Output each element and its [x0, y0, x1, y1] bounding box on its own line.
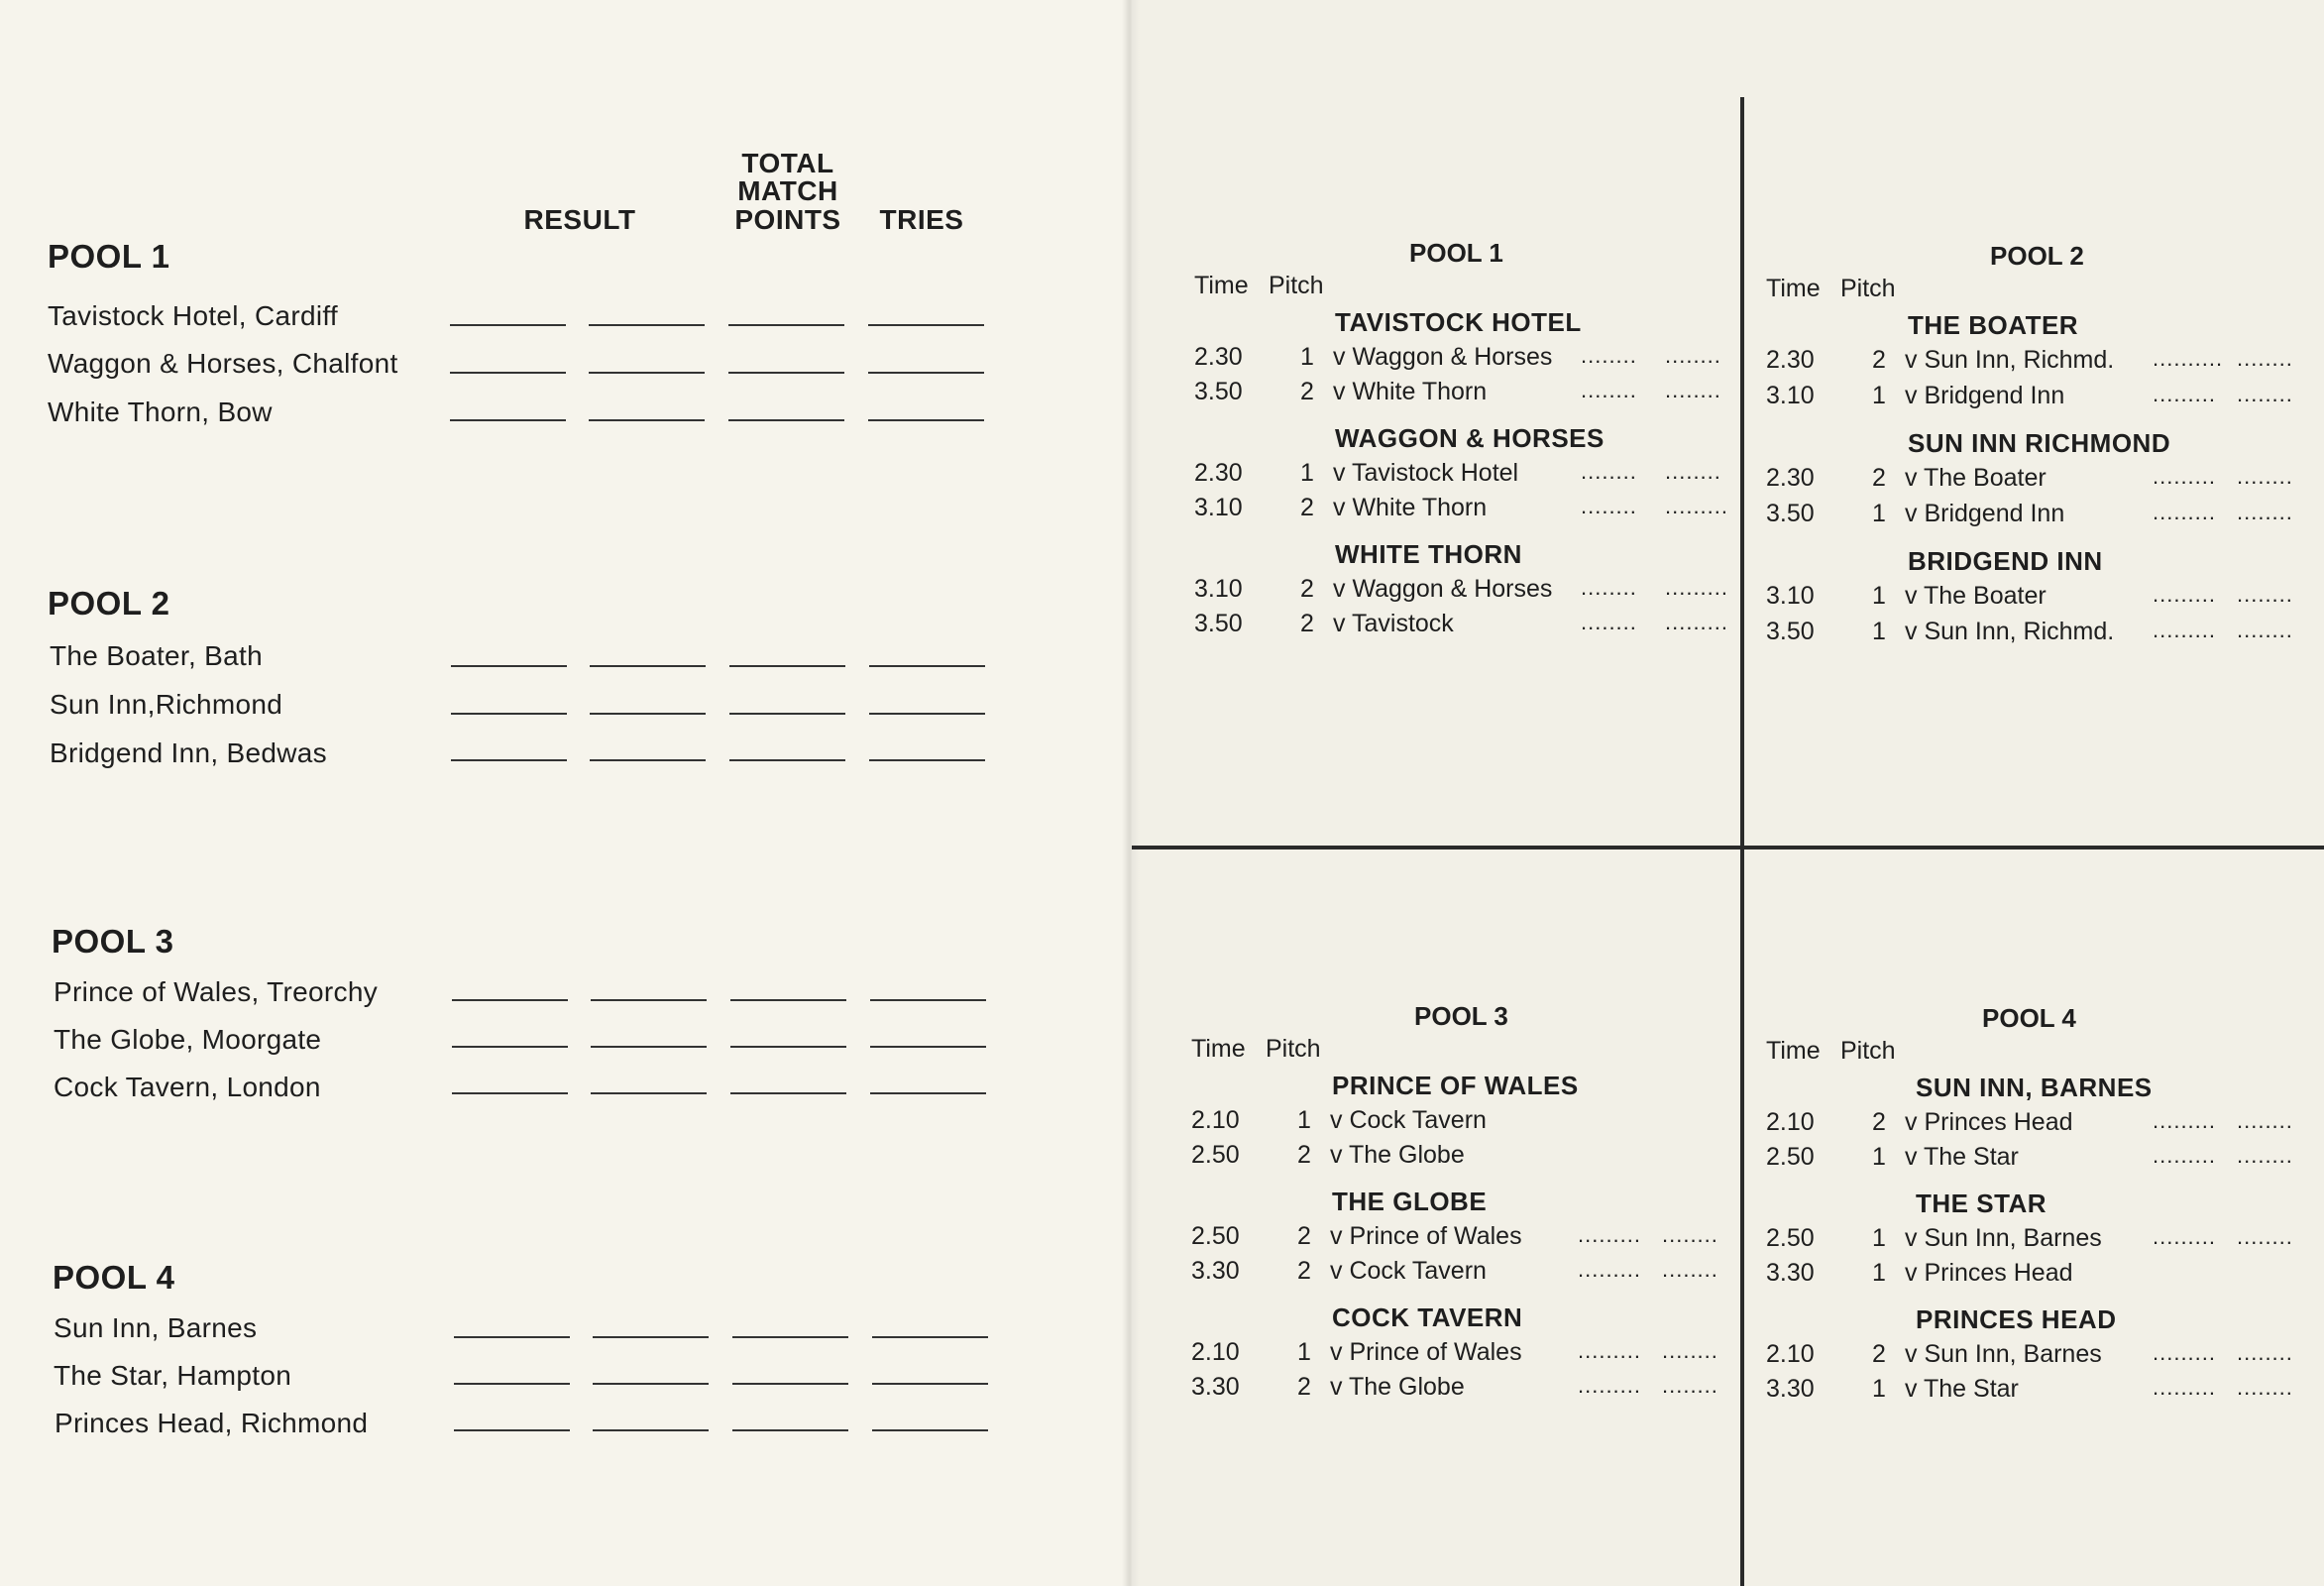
score-entry-line[interactable]: [728, 419, 844, 421]
fixture-team-name: THE BOATER: [1908, 310, 2079, 340]
score-entry-line[interactable]: [869, 665, 985, 667]
result-dots: ..........: [2153, 346, 2224, 371]
score-entry-line[interactable]: [868, 324, 984, 326]
score-entry-line[interactable]: [590, 713, 706, 715]
match-time: 2.30: [1194, 459, 1243, 487]
match-pitch: 1: [1872, 382, 1886, 409]
fixture-team-name: SUN INN RICHMOND: [1908, 428, 2171, 458]
fixture-team-name: WAGGON & HORSES: [1335, 423, 1605, 453]
result-dots: .........: [2153, 1224, 2217, 1249]
match-pitch: 1: [1872, 1259, 1886, 1287]
match-time: 3.10: [1194, 575, 1243, 603]
fixture-team-name: THE GLOBE: [1332, 1187, 1488, 1216]
score-team-name: The Star, Hampton: [54, 1360, 292, 1391]
match-time: 3.30: [1766, 1375, 1815, 1403]
score-entry-line[interactable]: [450, 372, 566, 374]
match-pitch: 1: [1872, 618, 1886, 645]
match-opponent: v Princes Head: [1905, 1259, 2073, 1287]
match-time: 3.10: [1766, 582, 1815, 610]
result-dots: ........: [2237, 382, 2293, 406]
result-dots: ........: [1581, 459, 1637, 484]
pitch-column-header: Pitch: [1840, 1037, 1896, 1065]
score-entry-line[interactable]: [591, 1092, 707, 1094]
fixture-pool-title: POOL 2: [1990, 241, 2084, 271]
score-entry-line[interactable]: [454, 1383, 570, 1385]
score-entry-line[interactable]: [729, 665, 845, 667]
score-entry-line[interactable]: [728, 372, 844, 374]
result-dots: ........: [1665, 378, 1721, 402]
match-pitch: 1: [1300, 343, 1314, 371]
score-pool-title: POOL 3: [52, 923, 174, 960]
result-dots: .........: [2153, 1340, 2217, 1365]
fixture-team-name: TAVISTOCK HOTEL: [1335, 307, 1582, 337]
result-dots: .........: [2153, 582, 2217, 607]
fixture-team-name: SUN INN, BARNES: [1916, 1073, 2153, 1102]
vertical-divider: [1740, 97, 1744, 1586]
score-entry-line[interactable]: [590, 665, 706, 667]
match-opponent: v Tavistock: [1333, 610, 1454, 637]
score-pool-title: POOL 2: [48, 585, 170, 622]
result-dots: ........: [1581, 343, 1637, 368]
result-dots: ........: [1581, 378, 1637, 402]
match-opponent: v Waggon & Horses: [1333, 575, 1553, 603]
match-time: 3.30: [1191, 1257, 1240, 1285]
result-dots: .........: [2153, 464, 2217, 489]
match-pitch: 2: [1872, 1340, 1886, 1368]
score-entry-line[interactable]: [730, 999, 846, 1001]
match-opponent: v The Star: [1905, 1375, 2019, 1403]
score-entry-line[interactable]: [589, 372, 705, 374]
match-pitch: 1: [1297, 1106, 1311, 1134]
fixture-team-name: PRINCES HEAD: [1916, 1304, 2117, 1334]
result-dots: ........: [2237, 582, 2293, 607]
score-entry-line[interactable]: [872, 1383, 988, 1385]
match-opponent: v Sun Inn, Richmd.: [1905, 346, 2115, 374]
match-pitch: 1: [1872, 1143, 1886, 1171]
match-opponent: v White Thorn: [1333, 378, 1488, 405]
result-dots: ........: [2237, 1224, 2293, 1249]
match-pitch: 1: [1872, 500, 1886, 527]
match-opponent: v White Thorn: [1333, 494, 1488, 521]
match-opponent: v Princes Head: [1905, 1108, 2073, 1136]
score-team-name: Cock Tavern, London: [54, 1072, 321, 1102]
score-team-name: Bridgend Inn, Bedwas: [50, 737, 327, 768]
fixture-pool-title: POOL 1: [1409, 238, 1503, 268]
score-entry-line[interactable]: [593, 1429, 709, 1431]
score-entry-line[interactable]: [450, 419, 566, 421]
total-column-header-line2: MATCH: [737, 175, 838, 206]
match-opponent: v Prince of Wales: [1330, 1222, 1522, 1250]
result-dots: .........: [1578, 1338, 1642, 1363]
score-entry-line[interactable]: [729, 759, 845, 761]
match-time: 2.50: [1766, 1224, 1815, 1252]
match-pitch: 2: [1872, 1108, 1886, 1136]
score-entry-line[interactable]: [452, 1092, 568, 1094]
score-entry-line[interactable]: [868, 419, 984, 421]
result-dots: ........: [2237, 1375, 2293, 1400]
match-opponent: v Sun Inn, Barnes: [1905, 1340, 2102, 1368]
score-entry-line[interactable]: [732, 1383, 848, 1385]
match-time: 3.10: [1194, 494, 1243, 521]
left-page: [0, 0, 1130, 1586]
match-opponent: v The Globe: [1330, 1373, 1465, 1401]
match-opponent: v Sun Inn, Barnes: [1905, 1224, 2102, 1252]
fixture-team-name: BRIDGEND INN: [1908, 546, 2103, 576]
score-entry-line[interactable]: [872, 1336, 988, 1338]
match-pitch: 1: [1872, 1375, 1886, 1403]
result-dots: ........: [1581, 575, 1637, 600]
pitch-column-header: Pitch: [1266, 1035, 1321, 1063]
match-opponent: v Cock Tavern: [1330, 1257, 1487, 1285]
match-time: 2.10: [1766, 1108, 1815, 1136]
result-dots: ........: [1581, 610, 1637, 634]
score-team-name: Prince of Wales, Treorchy: [54, 976, 379, 1007]
score-pool-title: POOL 4: [53, 1259, 175, 1296]
pitch-column-header: Pitch: [1840, 275, 1896, 302]
match-time: 2.10: [1191, 1106, 1240, 1134]
result-dots: ........: [1665, 343, 1721, 368]
match-time: 3.50: [1194, 378, 1243, 405]
score-entry-line[interactable]: [870, 1092, 986, 1094]
score-entry-line[interactable]: [593, 1336, 709, 1338]
score-team-name: The Boater, Bath: [50, 640, 263, 671]
result-dots: .........: [2153, 1143, 2217, 1168]
match-time: 3.30: [1766, 1259, 1815, 1287]
score-entry-line[interactable]: [593, 1383, 709, 1385]
match-opponent: v The Boater: [1905, 464, 2047, 492]
score-team-name: Sun Inn,Richmond: [50, 689, 283, 720]
match-pitch: 1: [1872, 582, 1886, 610]
result-dots: .........: [2153, 1375, 2217, 1400]
score-team-name: Waggon & Horses, Chalfont: [48, 348, 398, 379]
score-entry-line[interactable]: [591, 999, 707, 1001]
result-dots: .........: [1578, 1222, 1642, 1247]
result-dots: ........: [2237, 1340, 2293, 1365]
match-pitch: 2: [1300, 494, 1314, 521]
score-entry-line[interactable]: [590, 759, 706, 761]
score-entry-line[interactable]: [872, 1429, 988, 1431]
result-dots: ........: [1662, 1257, 1718, 1282]
match-pitch: 2: [1300, 378, 1314, 405]
score-entry-line[interactable]: [454, 1336, 570, 1338]
result-column-header: RESULT: [523, 204, 636, 235]
match-pitch: 2: [1300, 610, 1314, 637]
match-pitch: 2: [1297, 1141, 1311, 1169]
match-opponent: v Cock Tavern: [1330, 1106, 1487, 1134]
score-entry-line[interactable]: [870, 1046, 986, 1048]
score-entry-line[interactable]: [452, 1046, 568, 1048]
score-team-name: White Thorn, Bow: [48, 396, 273, 427]
fixture-pool-title: POOL 3: [1414, 1001, 1508, 1031]
match-time: 3.30: [1191, 1373, 1240, 1401]
score-entry-line[interactable]: [451, 759, 567, 761]
match-opponent: v Waggon & Horses: [1333, 343, 1553, 371]
score-entry-line[interactable]: [728, 324, 844, 326]
score-entry-line[interactable]: [868, 372, 984, 374]
score-entry-line[interactable]: [869, 759, 985, 761]
result-dots: ........: [2237, 500, 2293, 524]
result-dots: ........: [1662, 1222, 1718, 1247]
time-column-header: Time: [1191, 1035, 1246, 1063]
match-time: 2.30: [1766, 464, 1815, 492]
score-entry-line[interactable]: [451, 665, 567, 667]
tries-column-header: TRIES: [879, 204, 964, 235]
match-pitch: 2: [1297, 1257, 1311, 1285]
time-column-header: Time: [1194, 272, 1249, 299]
match-time: 2.50: [1191, 1141, 1240, 1169]
match-pitch: 2: [1297, 1222, 1311, 1250]
match-time: 2.30: [1766, 346, 1815, 374]
score-team-name: The Globe, Moorgate: [54, 1024, 322, 1055]
score-entry-line[interactable]: [451, 713, 567, 715]
match-opponent: v Bridgend Inn: [1905, 382, 2065, 409]
match-pitch: 2: [1300, 575, 1314, 603]
result-dots: ........: [1665, 459, 1721, 484]
result-dots: ........: [2237, 1143, 2293, 1168]
match-pitch: 2: [1872, 346, 1886, 374]
result-dots: .........: [2153, 500, 2217, 524]
fixture-pool-title: POOL 4: [1982, 1003, 2076, 1033]
time-column-header: Time: [1766, 275, 1821, 302]
result-dots: ........: [1662, 1373, 1718, 1398]
match-time: 2.50: [1766, 1143, 1815, 1171]
match-opponent: v Sun Inn, Richmd.: [1905, 618, 2115, 645]
score-entry-line[interactable]: [450, 324, 566, 326]
score-entry-line[interactable]: [729, 713, 845, 715]
fixture-team-name: COCK TAVERN: [1332, 1303, 1523, 1332]
result-dots: ........: [2237, 346, 2293, 371]
score-entry-line[interactable]: [589, 324, 705, 326]
score-team-name: Princes Head, Richmond: [55, 1408, 369, 1438]
result-dots: .........: [2153, 1108, 2217, 1133]
match-opponent: v Prince of Wales: [1330, 1338, 1522, 1366]
match-pitch: 2: [1872, 464, 1886, 492]
score-entry-line[interactable]: [732, 1429, 848, 1431]
score-entry-line[interactable]: [870, 999, 986, 1001]
time-column-header: Time: [1766, 1037, 1821, 1065]
match-opponent: v The Globe: [1330, 1141, 1465, 1169]
score-team-name: Tavistock Hotel, Cardiff: [48, 300, 339, 331]
result-dots: .........: [1665, 610, 1729, 634]
result-dots: ........: [1662, 1338, 1718, 1363]
match-opponent: v The Star: [1905, 1143, 2019, 1171]
score-entry-line[interactable]: [730, 1046, 846, 1048]
match-pitch: 1: [1300, 459, 1314, 487]
result-dots: .........: [2153, 618, 2217, 642]
pitch-column-header: Pitch: [1269, 272, 1324, 299]
score-entry-line[interactable]: [452, 999, 568, 1001]
total-column-header-line3: POINTS: [734, 204, 841, 235]
score-pool-title: POOL 1: [48, 238, 170, 275]
result-dots: .........: [1665, 575, 1729, 600]
fixture-team-name: THE STAR: [1916, 1189, 2047, 1218]
match-pitch: 2: [1297, 1373, 1311, 1401]
match-time: 3.50: [1766, 500, 1815, 527]
match-pitch: 1: [1297, 1338, 1311, 1366]
score-entry-line[interactable]: [591, 1046, 707, 1048]
result-dots: .........: [1578, 1257, 1642, 1282]
fixture-team-name: PRINCE OF WALES: [1332, 1071, 1579, 1100]
page-fold: [1122, 0, 1140, 1586]
match-time: 3.10: [1766, 382, 1815, 409]
fixture-team-name: WHITE THORN: [1335, 539, 1522, 569]
result-dots: ........: [2237, 1108, 2293, 1133]
score-entry-line[interactable]: [454, 1429, 570, 1431]
result-dots: .........: [2153, 382, 2217, 406]
result-dots: .........: [1665, 494, 1729, 518]
match-time: 3.50: [1194, 610, 1243, 637]
match-time: 3.50: [1766, 618, 1815, 645]
match-opponent: v Tavistock Hotel: [1333, 459, 1519, 487]
match-pitch: 1: [1872, 1224, 1886, 1252]
match-time: 2.10: [1766, 1340, 1815, 1368]
score-team-name: Sun Inn, Barnes: [54, 1312, 258, 1343]
match-time: 2.50: [1191, 1222, 1240, 1250]
match-time: 2.10: [1191, 1338, 1240, 1366]
match-opponent: v The Boater: [1905, 582, 2047, 610]
score-entry-line[interactable]: [732, 1336, 848, 1338]
score-entry-line[interactable]: [869, 713, 985, 715]
result-dots: ........: [2237, 464, 2293, 489]
result-dots: ........: [2237, 618, 2293, 642]
match-opponent: v Bridgend Inn: [1905, 500, 2065, 527]
total-column-header-line1: TOTAL: [741, 148, 834, 178]
horizontal-divider: [1132, 846, 2324, 850]
match-time: 2.30: [1194, 343, 1243, 371]
result-dots: ........: [1581, 494, 1637, 518]
score-entry-line[interactable]: [589, 419, 705, 421]
result-dots: .........: [1578, 1373, 1642, 1398]
score-entry-line[interactable]: [730, 1092, 846, 1094]
